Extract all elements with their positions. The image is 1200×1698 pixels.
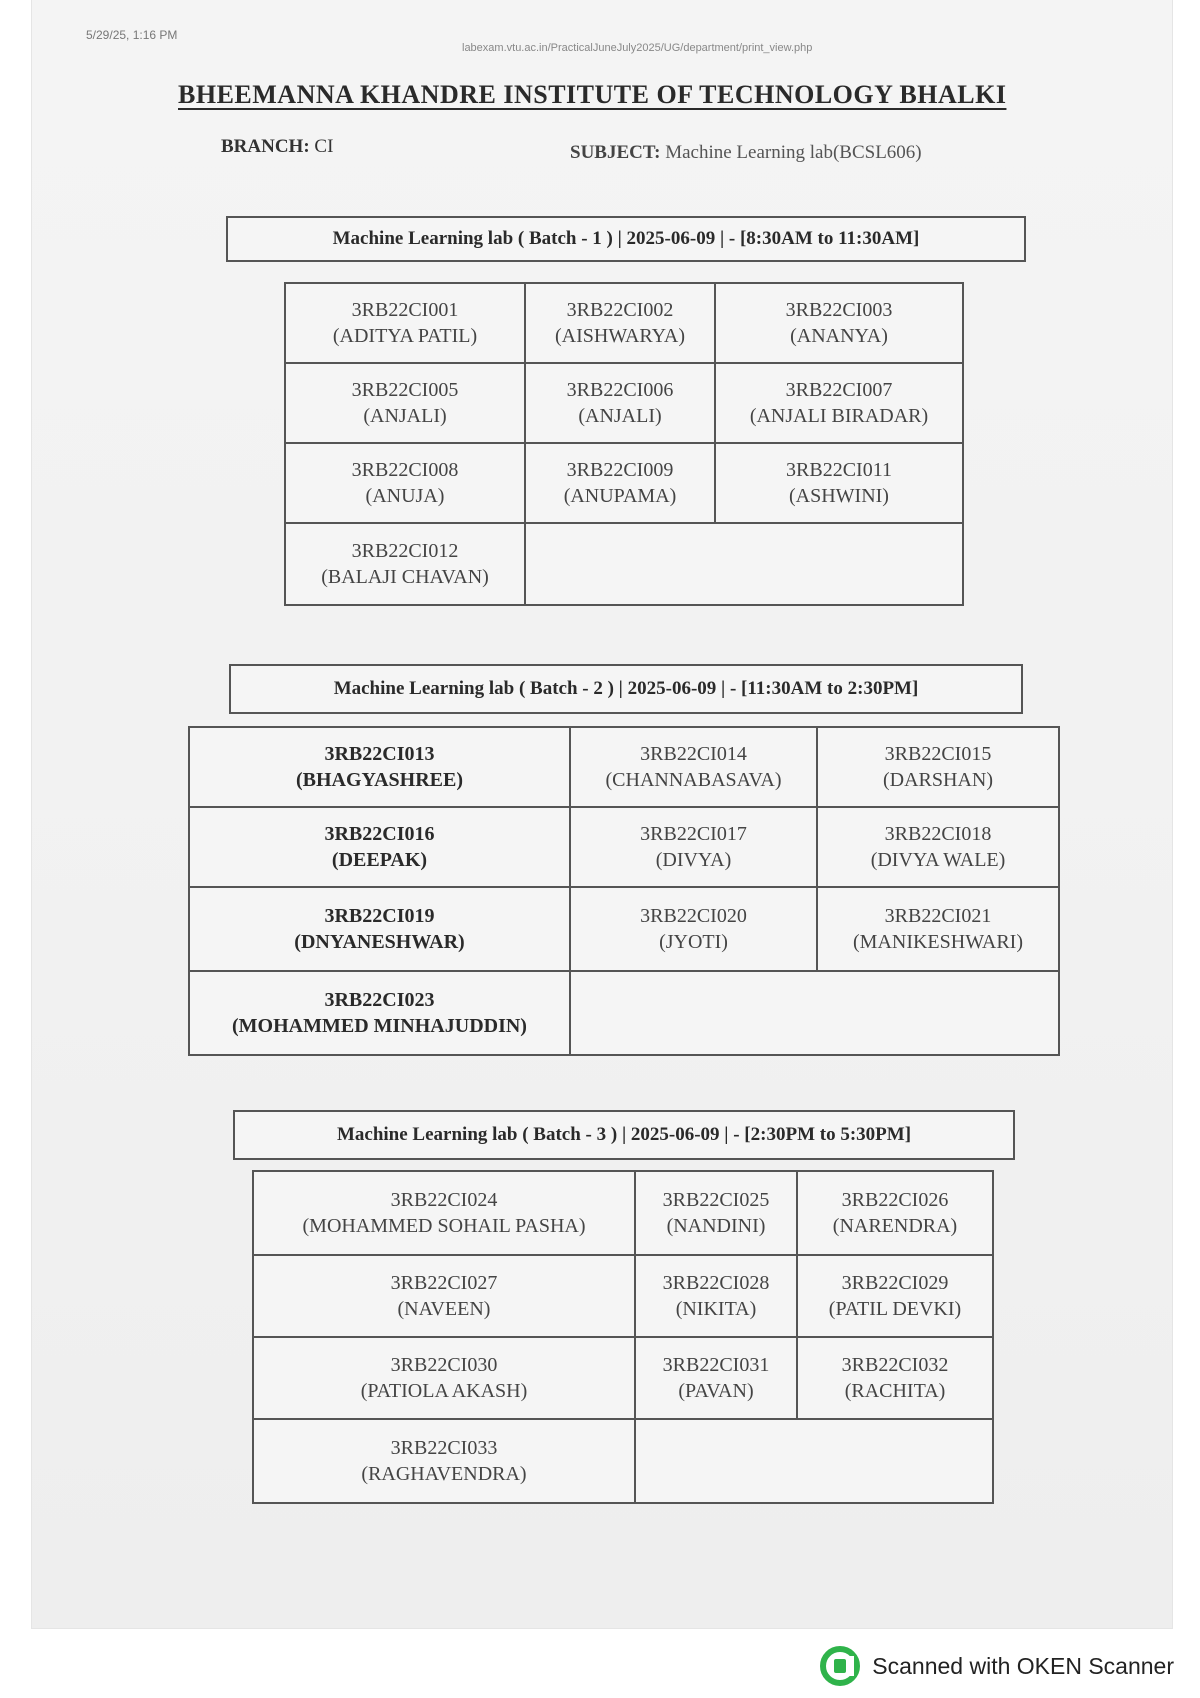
student-cell: 3RB22CI017 (DIVYA) [570, 807, 817, 887]
table-row [189, 971, 1059, 1055]
table-row [189, 887, 1059, 971]
student-cell: 3RB22CI013 (BHAGYASHREE) [189, 727, 570, 807]
student-cell: 3RB22CI009 (ANUPAMA) [525, 443, 715, 523]
table-row [253, 1171, 993, 1255]
batch-1-table [284, 282, 964, 606]
print-url: labexam.vtu.ac.in/PracticalJuneJuly2025/UG/department/print_view.php [462, 42, 813, 54]
student-cell: 3RB22CI023 (MOHAMMED MINHAJUDDIN) [189, 971, 570, 1055]
branch-line [221, 136, 333, 158]
student-cell: 3RB22CI012 (BALAJI CHAVAN) [285, 523, 525, 605]
student-cell: 3RB22CI002 (AISHWARYA) [525, 283, 715, 363]
student-cell: 3RB22CI011 (ASHWINI) [715, 443, 963, 523]
print-date: 5/29/25, 1:16 PM [86, 28, 178, 42]
student-cell: 3RB22CI001 (ADITYA PATIL) [285, 283, 525, 363]
student-cell: 3RB22CI016 (DEEPAK) [189, 807, 570, 887]
branch-label: BRANCH: [221, 136, 310, 157]
batch-2-table [188, 726, 1060, 1056]
batch-3-title: Machine Learning lab ( Batch - 3 ) | 2025-06-09 | - [2:30PM to 5:30PM] [233, 1110, 1015, 1160]
subject-label: SUBJECT: [570, 142, 661, 163]
student-cell: 3RB22CI028 (NIKITA) [635, 1255, 797, 1337]
student-cell: 3RB22CI019 (DNYANESHWAR) [189, 887, 570, 971]
student-cell: 3RB22CI033 (RAGHAVENDRA) [253, 1419, 635, 1503]
table-row [189, 807, 1059, 887]
student-cell: 3RB22CI029 (PATIL DEVKI) [797, 1255, 993, 1337]
empty-cell [635, 1419, 993, 1503]
scanner-text: Scanned with OKEN Scanner [872, 1652, 1174, 1679]
student-cell: 3RB22CI025 (NANDINI) [635, 1171, 797, 1255]
batch-3-table [252, 1170, 994, 1504]
table-row [285, 443, 963, 523]
oken-scanner-logo-icon [820, 1646, 860, 1686]
empty-cell [525, 523, 963, 605]
student-cell: 3RB22CI026 (NARENDRA) [797, 1171, 993, 1255]
student-cell: 3RB22CI031 (PAVAN) [635, 1337, 797, 1419]
table-row [285, 283, 963, 363]
student-cell: 3RB22CI015 (DARSHAN) [817, 727, 1059, 807]
student-cell: 3RB22CI018 (DIVYA WALE) [817, 807, 1059, 887]
student-cell: 3RB22CI006 (ANJALI) [525, 363, 715, 443]
subject-line [570, 142, 922, 164]
table-row [189, 727, 1059, 807]
table-row [253, 1255, 993, 1337]
subject-value: Machine Learning lab(BCSL606) [665, 142, 922, 163]
empty-cell [570, 971, 1059, 1055]
branch-value: CI [314, 136, 334, 157]
table-row [285, 363, 963, 443]
student-cell: 3RB22CI008 (ANUJA) [285, 443, 525, 523]
table-row [253, 1419, 993, 1503]
student-cell: 3RB22CI005 (ANJALI) [285, 363, 525, 443]
student-cell: 3RB22CI030 (PATIOLA AKASH) [253, 1337, 635, 1419]
student-cell: 3RB22CI003 (ANANYA) [715, 283, 963, 363]
batch-2-title: Machine Learning lab ( Batch - 2 ) | 2025-06-09 | - [11:30AM to 2:30PM] [229, 664, 1023, 714]
student-cell: 3RB22CI007 (ANJALI BIRADAR) [715, 363, 963, 443]
student-cell: 3RB22CI024 (MOHAMMED SOHAIL PASHA) [253, 1171, 635, 1255]
student-cell: 3RB22CI032 (RACHITA) [797, 1337, 993, 1419]
batch-1-title: Machine Learning lab ( Batch - 1 ) | 2025-06-09 | - [8:30AM to 11:30AM] [226, 216, 1026, 262]
scanner-watermark [820, 1646, 1174, 1686]
institute-title: BHEEMANNA KHANDRE INSTITUTE OF TECHNOLOGY BHALKI [178, 80, 1007, 109]
student-cell: 3RB22CI014 (CHANNABASAVA) [570, 727, 817, 807]
table-row [253, 1337, 993, 1419]
student-cell: 3RB22CI021 (MANIKESHWARI) [817, 887, 1059, 971]
student-cell: 3RB22CI027 (NAVEEN) [253, 1255, 635, 1337]
table-row [285, 523, 963, 605]
student-cell: 3RB22CI020 (JYOTI) [570, 887, 817, 971]
